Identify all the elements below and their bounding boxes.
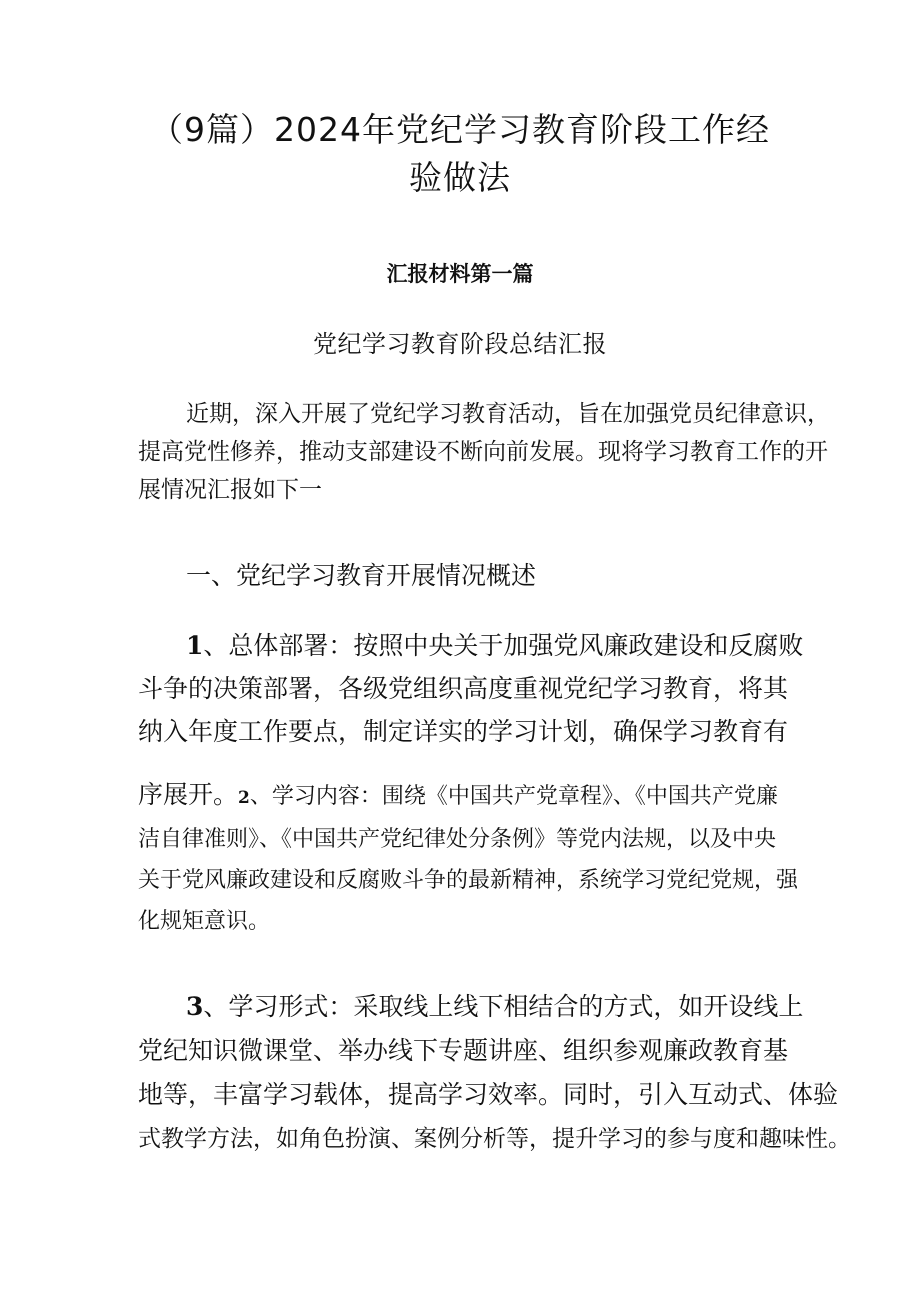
section-heading: 汇报材料第一篇: [386, 262, 534, 286]
item-1-line-3: 纳入年度工作要点，制定详实的学习计划，确保学习教育有: [138, 717, 789, 746]
item-3-line-2: 党纪知识微课堂、举办线下专题讲座、组织参观廉政教育基: [138, 1036, 789, 1065]
item-2-line-0: [138, 774, 798, 819]
document-main-title: [140, 106, 780, 202]
item-1-line-1-text: 、总体部署：按照中央关于加强党风廉政建设和反腐败: [203, 631, 804, 660]
title-line-1: （9篇）2024年党纪学习教育阶段工作经: [150, 110, 770, 149]
item-3-paragraph: [138, 985, 851, 1161]
item-3-line-1: [138, 985, 804, 1029]
item-3-number: 3: [186, 992, 204, 1021]
item-1-line-4-text: 序展开。: [138, 780, 239, 809]
item-2-line-2: 关于党风廉政建设和反腐败斗争的最新精神，系统学习党纪党规，强: [138, 868, 799, 893]
item-1-number: 1: [186, 631, 204, 660]
heading-overview-text: 一、党纪学习教育开展情况概述: [186, 561, 537, 590]
intro-paragraph: [138, 395, 830, 509]
report-title: 党纪学习教育阶段总结汇报: [313, 330, 607, 358]
item-2-paragraph: [138, 774, 798, 942]
intro-line-1: 近期，深入开展了党纪学习教育活动，旨在加强党员纪律意识，: [186, 401, 830, 427]
item-3-line-1-text: 、学习形式：采取线上线下相结合的方式，如开设线上: [203, 992, 804, 1021]
item-2-line-3: 化规矩意识。: [138, 909, 271, 934]
item-2-number: 2: [238, 788, 250, 808]
title-line-2: 验做法: [409, 158, 511, 197]
intro-line-2: 提高党性修养，推动支部建设不断向前发展。现将学习教育工作的开: [138, 439, 828, 465]
intro-line-3: 展情况汇报如下一: [138, 477, 322, 503]
item-1-line-2: 斗争的决策部署，各级党组织高度重视党纪学习教育，将其: [138, 674, 789, 703]
item-3-line-4: 式教学方法，如角色扮演、案例分析等，提升学习的参与度和趣味性。: [138, 1126, 851, 1152]
item-1-line-1: [138, 624, 804, 667]
item-2-line-1: 洁自律准则》、《中国共产党纪律处分条例》等党内法规，以及中央: [138, 827, 777, 852]
item-1-paragraph: [138, 624, 804, 753]
heading-overview: [138, 557, 798, 595]
item-3-line-3: 地等，丰富学习载体，提高学习效率。同时，引入互动式、体验: [138, 1080, 839, 1109]
item-2-line-0-text: 、学习内容：围绕《中国共产党章程》、《中国共产党廉: [249, 784, 778, 809]
